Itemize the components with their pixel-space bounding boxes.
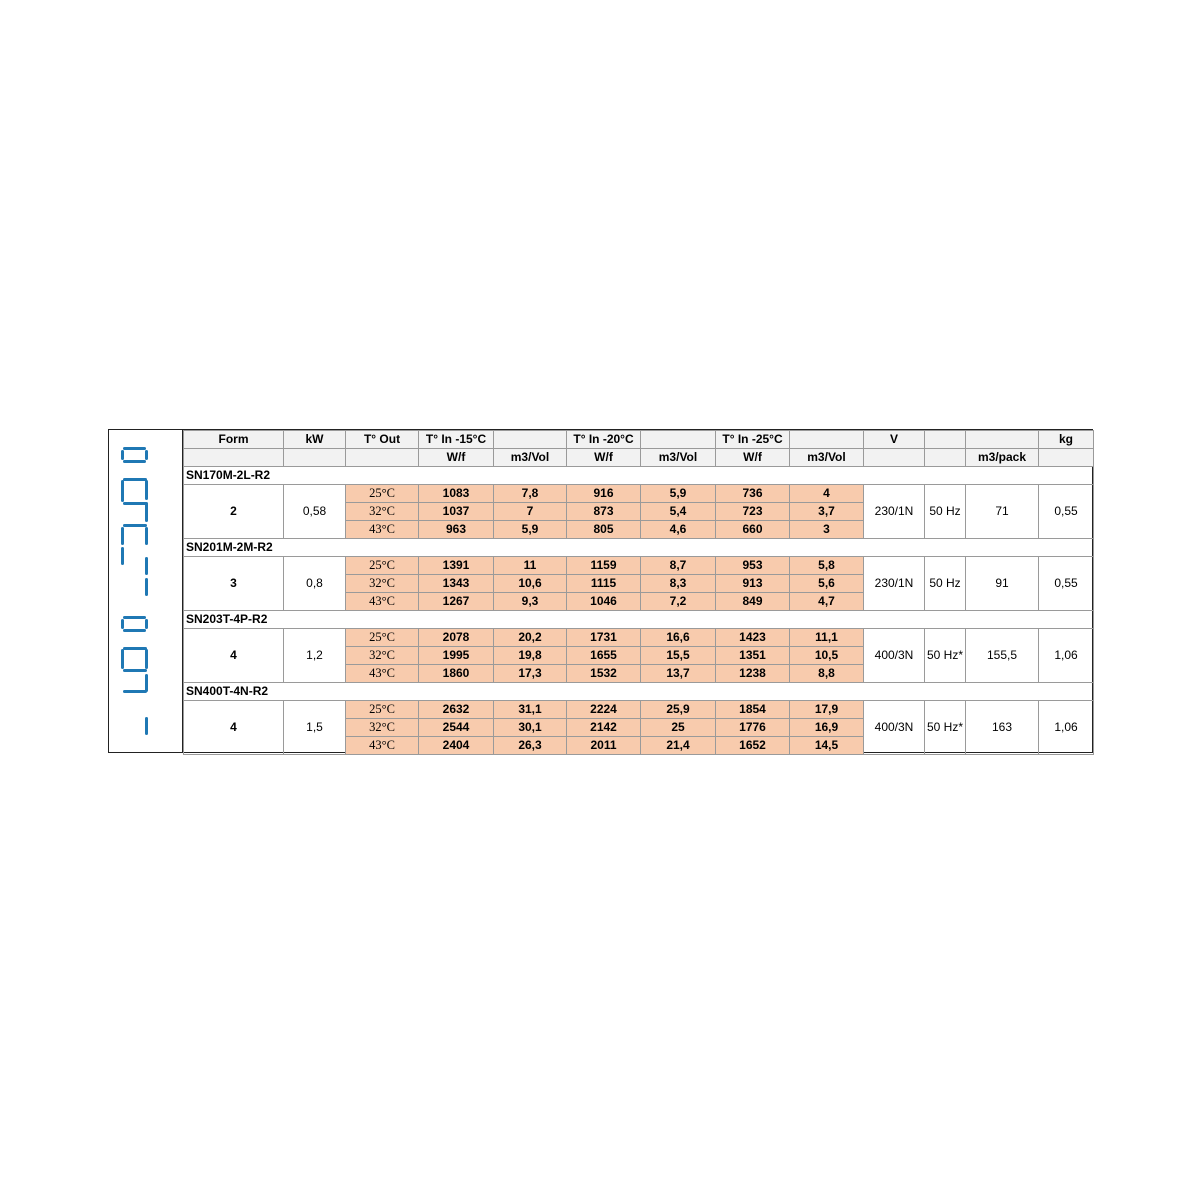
tout-value: 32°C — [346, 647, 419, 665]
vol-20-value: 8,3 — [641, 575, 716, 593]
wf-25-value: 913 — [716, 575, 790, 593]
frequency-value: 50 Hz — [925, 485, 966, 539]
wf-20-value: 1532 — [567, 665, 641, 683]
vol-25-value: 17,9 — [790, 701, 864, 719]
kw-value: 0,8 — [284, 557, 346, 611]
wf-20-value: 1046 — [567, 593, 641, 611]
data-row — [184, 701, 1094, 719]
performance-table — [183, 430, 1094, 755]
tout-value: 43°C — [346, 665, 419, 683]
tout-value: 32°C — [346, 503, 419, 521]
model-name: SN201M-2M-R2 — [184, 539, 1094, 557]
tout-value: 25°C — [346, 701, 419, 719]
column-header — [925, 431, 966, 449]
wf-25-value: 1652 — [716, 737, 790, 755]
vol-20-value: 5,4 — [641, 503, 716, 521]
wf-25-value: 736 — [716, 485, 790, 503]
column-header: W/f — [716, 449, 790, 467]
wf-15-value: 2632 — [419, 701, 494, 719]
column-header — [864, 449, 925, 467]
wf-20-value: 1655 — [567, 647, 641, 665]
vol-15-value: 7 — [494, 503, 567, 521]
vol-25-value: 4,7 — [790, 593, 864, 611]
pack-value: 91 — [966, 557, 1039, 611]
vol-15-value: 20,2 — [494, 629, 567, 647]
wf-15-value: 1995 — [419, 647, 494, 665]
vol-25-value: 5,8 — [790, 557, 864, 575]
column-header — [790, 431, 864, 449]
column-header — [925, 449, 966, 467]
vol-25-value: 11,1 — [790, 629, 864, 647]
vol-25-value: 16,9 — [790, 719, 864, 737]
tout-value: 43°C — [346, 521, 419, 539]
vol-25-value: 5,6 — [790, 575, 864, 593]
vol-20-value: 15,5 — [641, 647, 716, 665]
kw-value: 0,58 — [284, 485, 346, 539]
form-value: 4 — [184, 701, 284, 755]
vol-15-value: 19,8 — [494, 647, 567, 665]
data-row — [184, 485, 1094, 503]
header-row — [184, 449, 1094, 467]
wf-25-value: 1423 — [716, 629, 790, 647]
form-value: 4 — [184, 629, 284, 683]
vol-20-value: 25 — [641, 719, 716, 737]
weight-value: 1,06 — [1039, 629, 1094, 683]
voltage-value: 230/1N — [864, 557, 925, 611]
wf-25-value: 1351 — [716, 647, 790, 665]
wf-15-value: 2078 — [419, 629, 494, 647]
voltage-value: 400/3N — [864, 629, 925, 683]
wf-20-value: 916 — [567, 485, 641, 503]
column-header — [641, 431, 716, 449]
model-row — [184, 467, 1094, 485]
tout-value: 32°C — [346, 719, 419, 737]
column-header — [1039, 449, 1094, 467]
vol-15-value: 10,6 — [494, 575, 567, 593]
column-header: T° In -15°C — [419, 431, 494, 449]
data-row — [184, 557, 1094, 575]
kw-value: 1,5 — [284, 701, 346, 755]
kw-value: 1,2 — [284, 629, 346, 683]
wf-20-value: 873 — [567, 503, 641, 521]
vol-20-value: 4,6 — [641, 521, 716, 539]
wf-25-value: 1854 — [716, 701, 790, 719]
temperature-range-label — [109, 430, 183, 752]
column-header: T° In -20°C — [567, 431, 641, 449]
wf-25-value: 723 — [716, 503, 790, 521]
voltage-value: 230/1N — [864, 485, 925, 539]
column-header: kW — [284, 431, 346, 449]
column-header: m3/Vol — [641, 449, 716, 467]
vol-25-value: 8,8 — [790, 665, 864, 683]
tout-value: 32°C — [346, 575, 419, 593]
wf-15-value: 1391 — [419, 557, 494, 575]
vol-25-value: 4 — [790, 485, 864, 503]
wf-25-value: 849 — [716, 593, 790, 611]
frequency-value: 50 Hz — [925, 557, 966, 611]
tout-value: 25°C — [346, 485, 419, 503]
tout-value: 43°C — [346, 737, 419, 755]
wf-25-value: 1776 — [716, 719, 790, 737]
wf-20-value: 2011 — [567, 737, 641, 755]
wf-20-value: 2224 — [567, 701, 641, 719]
wf-25-value: 660 — [716, 521, 790, 539]
frequency-value: 50 Hz* — [925, 701, 966, 755]
model-row — [184, 683, 1094, 701]
wf-15-value: 1267 — [419, 593, 494, 611]
vol-15-value: 11 — [494, 557, 567, 575]
model-name: SN203T-4P-R2 — [184, 611, 1094, 629]
column-header — [346, 449, 419, 467]
wf-20-value: 1159 — [567, 557, 641, 575]
wf-20-value: 1731 — [567, 629, 641, 647]
weight-value: 0,55 — [1039, 557, 1094, 611]
vol-25-value: 14,5 — [790, 737, 864, 755]
wf-15-value: 963 — [419, 521, 494, 539]
vol-15-value: 9,3 — [494, 593, 567, 611]
vol-20-value: 13,7 — [641, 665, 716, 683]
wf-15-value: 1083 — [419, 485, 494, 503]
weight-value: 1,06 — [1039, 701, 1094, 755]
vol-20-value: 7,2 — [641, 593, 716, 611]
vol-15-value: 31,1 — [494, 701, 567, 719]
column-header — [184, 449, 284, 467]
vol-20-value: 5,9 — [641, 485, 716, 503]
wf-20-value: 805 — [567, 521, 641, 539]
vol-20-value: 16,6 — [641, 629, 716, 647]
tout-value: 43°C — [346, 593, 419, 611]
pack-value: 155,5 — [966, 629, 1039, 683]
column-header: kg — [1039, 431, 1094, 449]
tout-value: 25°C — [346, 629, 419, 647]
frequency-value: 50 Hz* — [925, 629, 966, 683]
tout-value: 25°C — [346, 557, 419, 575]
vol-25-value: 3 — [790, 521, 864, 539]
wf-20-value: 2142 — [567, 719, 641, 737]
model-row — [184, 611, 1094, 629]
wf-20-value: 1115 — [567, 575, 641, 593]
vol-15-value: 26,3 — [494, 737, 567, 755]
vol-25-value: 3,7 — [790, 503, 864, 521]
spec-sheet — [108, 429, 1093, 753]
vol-15-value: 7,8 — [494, 485, 567, 503]
header-row — [184, 431, 1094, 449]
pack-value: 71 — [966, 485, 1039, 539]
vol-15-value: 5,9 — [494, 521, 567, 539]
wf-25-value: 1238 — [716, 665, 790, 683]
vol-20-value: 21,4 — [641, 737, 716, 755]
data-row — [184, 629, 1094, 647]
wf-15-value: 2544 — [419, 719, 494, 737]
voltage-value: 400/3N — [864, 701, 925, 755]
form-value: 3 — [184, 557, 284, 611]
wf-15-value: 1860 — [419, 665, 494, 683]
pack-value: 163 — [966, 701, 1039, 755]
model-row — [184, 539, 1094, 557]
column-header — [494, 431, 567, 449]
form-value: 2 — [184, 485, 284, 539]
column-header: m3/pack — [966, 449, 1039, 467]
weight-value: 0,55 — [1039, 485, 1094, 539]
column-header: m3/Vol — [494, 449, 567, 467]
wf-15-value: 2404 — [419, 737, 494, 755]
vol-20-value: 25,9 — [641, 701, 716, 719]
column-header: W/f — [419, 449, 494, 467]
column-header: T° In -25°C — [716, 431, 790, 449]
column-header: Form — [184, 431, 284, 449]
column-header: W/f — [567, 449, 641, 467]
vol-15-value: 30,1 — [494, 719, 567, 737]
column-header: V — [864, 431, 925, 449]
wf-15-value: 1037 — [419, 503, 494, 521]
wf-15-value: 1343 — [419, 575, 494, 593]
vol-15-value: 17,3 — [494, 665, 567, 683]
seven-segment-range-graphic — [109, 430, 183, 752]
column-header — [284, 449, 346, 467]
vol-20-value: 8,7 — [641, 557, 716, 575]
column-header — [966, 431, 1039, 449]
model-name: SN170M-2L-R2 — [184, 467, 1094, 485]
vol-25-value: 10,5 — [790, 647, 864, 665]
wf-25-value: 953 — [716, 557, 790, 575]
model-name: SN400T-4N-R2 — [184, 683, 1094, 701]
column-header: T° Out — [346, 431, 419, 449]
column-header: m3/Vol — [790, 449, 864, 467]
